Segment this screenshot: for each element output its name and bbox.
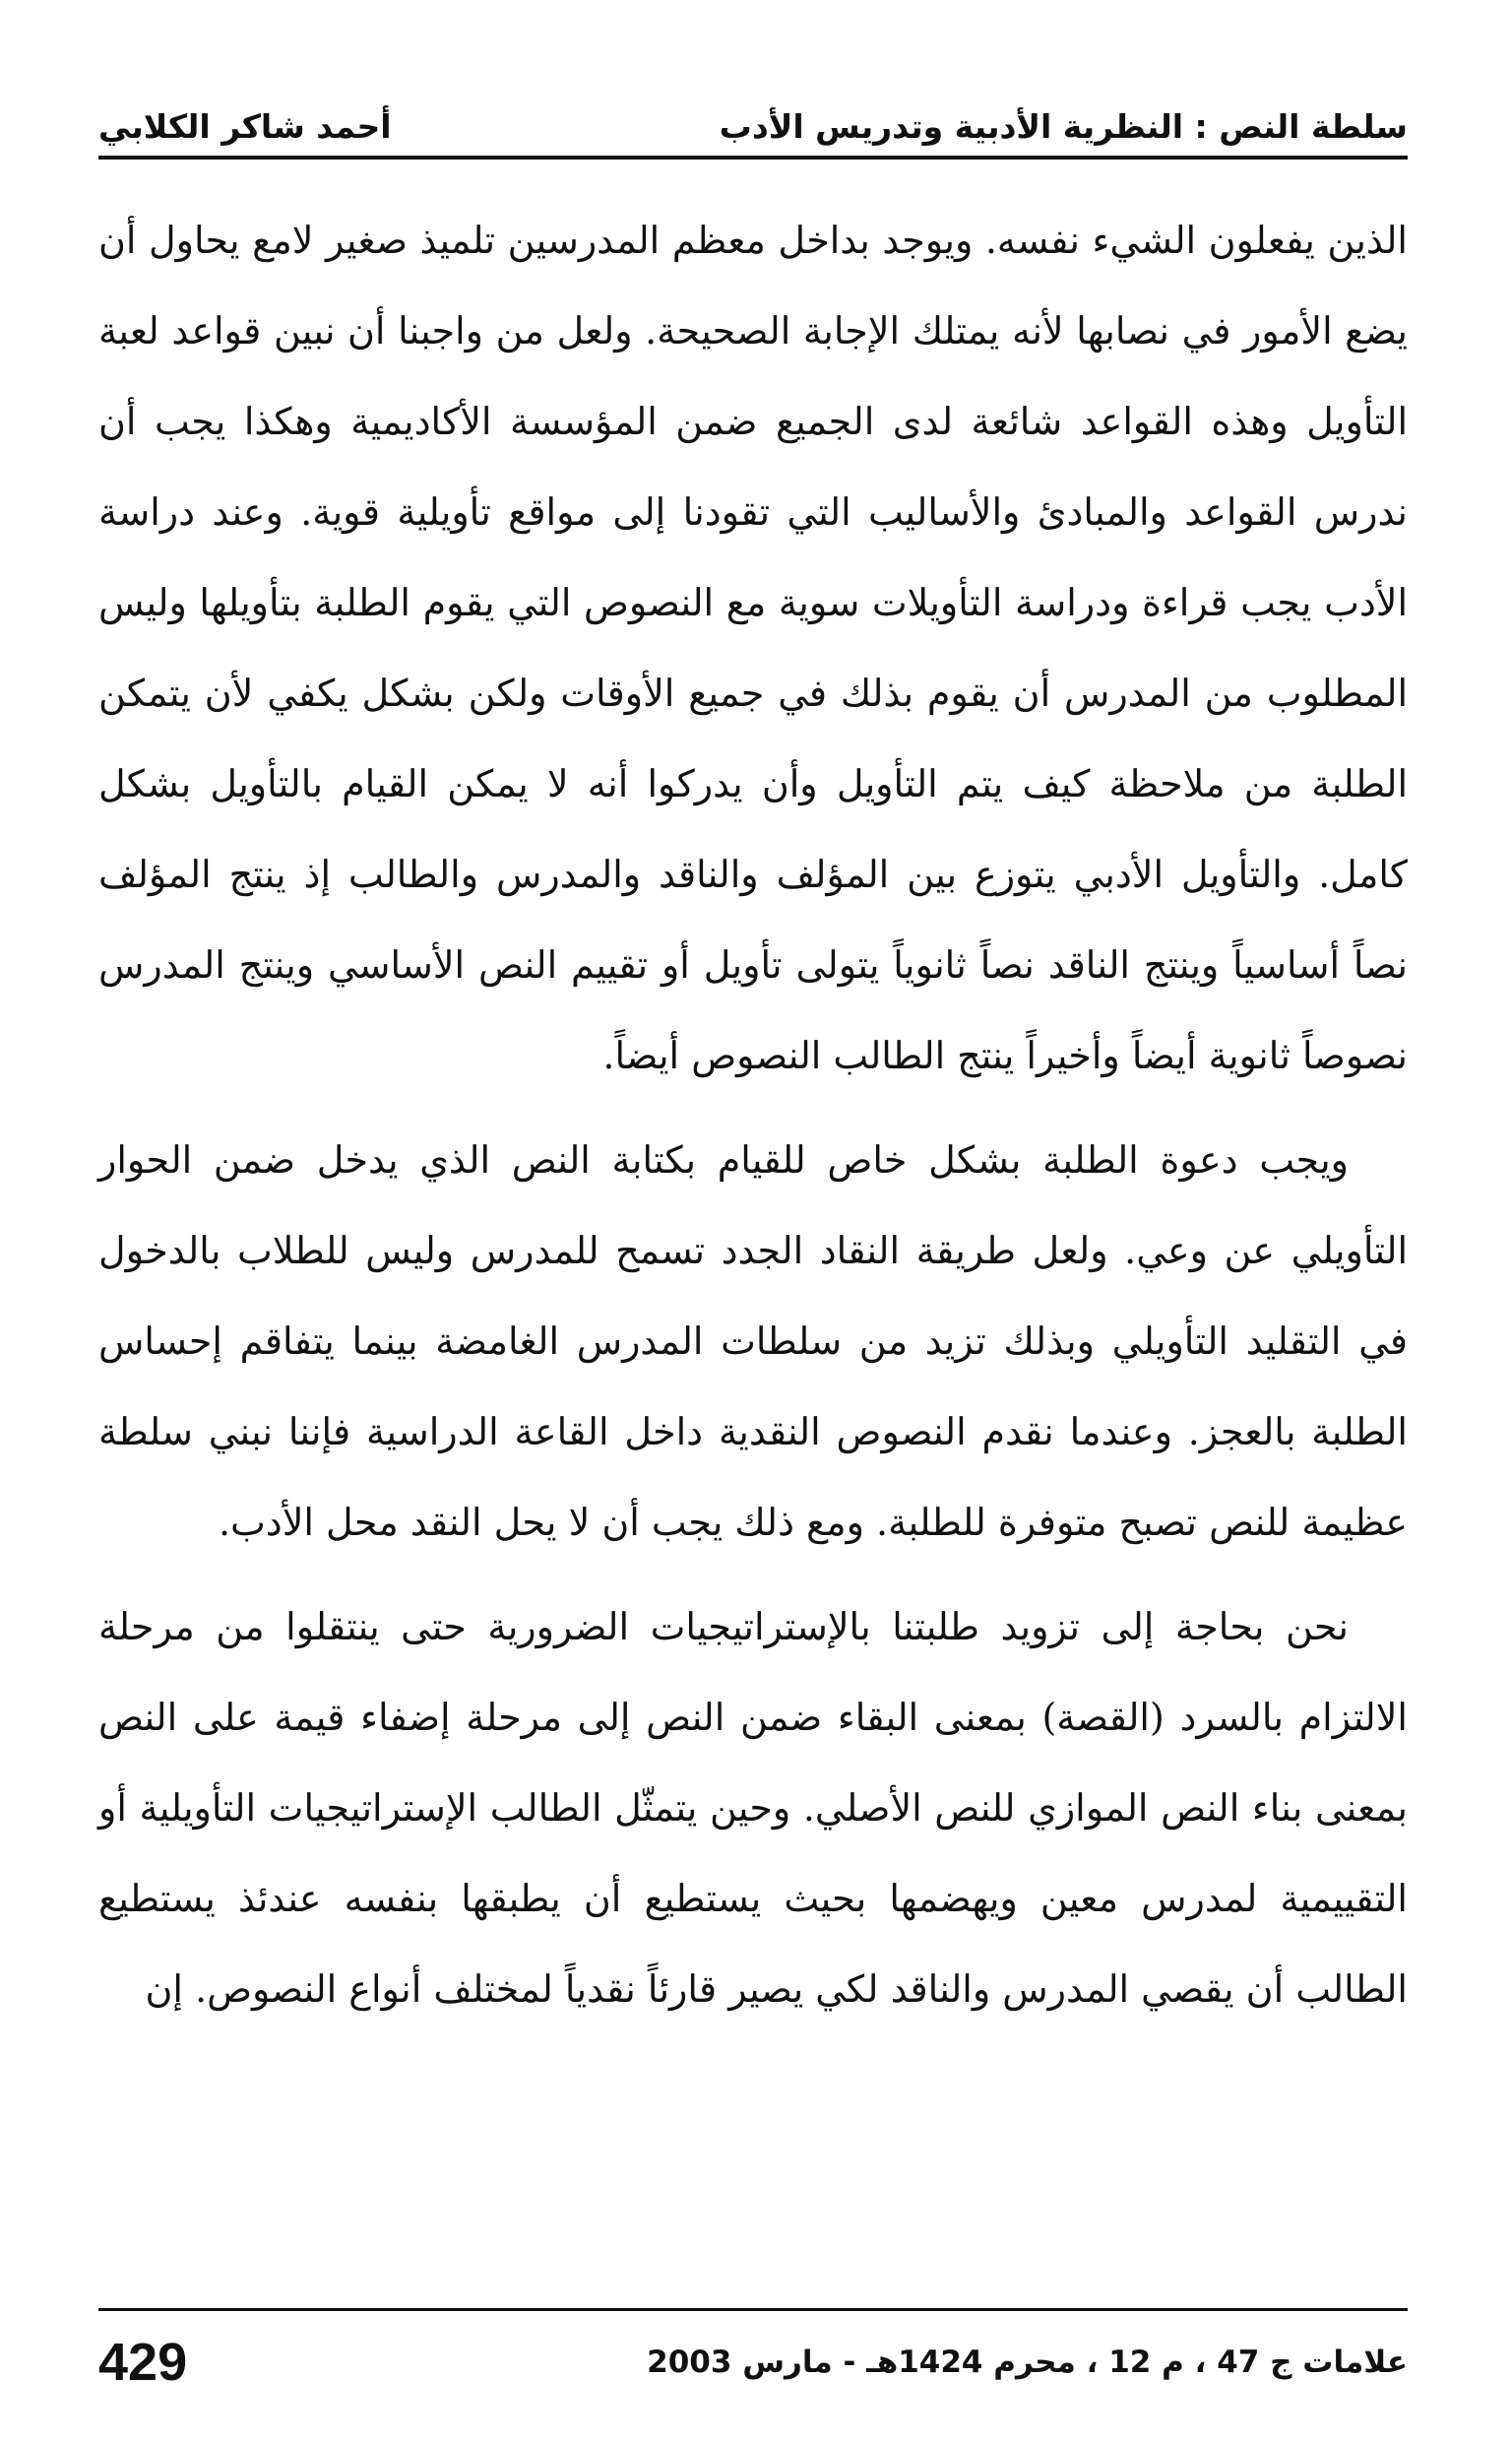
page-footer xyxy=(98,2328,1408,2397)
paragraph-1: الذين يفعلون الشيء نفسه. ويوجد بداخل معظم المدرسين تلميذ صغير لامع يحاول أن يضع الأمور في نصابها لأنه يمتلك الإجابة الصحيحة. ولعل من واجبنا أن نبين قواعد لعبة التأويل وهذه القواعد شائعة لدى الجميع ضمن المؤسسة الأكاديمية وهكذا يجب أن ندرس القواعد والمبادئ والأساليب التي تقودنا إلى مواقع تأويلية قوية. وعند دراسة الأدب يجب قراءة ودراسة التأويلات سوية مع النصوص التي يقوم الطلبة بتأويلها وليس المطلوب من المدرس أن يقوم بذلك في جميع الأوقات ولكن بشكل يكفي لأن يتمكن الطلبة من ملاحظة كيف يتم التأويل وأن يدركوا أنه لا يمكن القيام بالتأويل بشكل كامل. والتأويل الأدبي يتوزع بين المؤلف والناقد والمدرس والطالب إذ ينتج المؤلف نصاً أساسياً وينتج الناقد نصاً ثانوياً يتولى تأويل أو تقييم النص الأساسي وينتج المدرس نصوصاً ثانوية أيضاً وأخيراً ينتج الطالب النصوص أيضاً. xyxy=(98,219,1408,1077)
page-number: 429 xyxy=(98,2333,188,2392)
paragraph-2: ويجب دعوة الطلبة بشكل خاص للقيام بكتابة النص الذي يدخل ضمن الحوار التأويلي عن وعي. ولعل طريقة النقاد الجدد تسمح للمدرس وليس للطلاب بالدخول في التقليد التأويلي وبذلك تزيد من سلطات المدرس الغامضة بينما يتفاقم إحساس الطلبة بالعجز. وعندما نقدم النصوص النقدية داخل القاعة الدراسية فإننا نبني سلطة عظيمة للنص تصبح متوفرة للطلبة. ومع ذلك يجب أن لا يحل النقد محل الأدب. xyxy=(98,1138,1408,1544)
footer-journal-info: علامات ج 47 ، م 12 ، محرم 1424هـ - مارس 2003 xyxy=(647,2345,1408,2380)
header-rule xyxy=(98,156,1408,160)
header-title: سلطة النص : النظرية الأدبية وتدريس الأدب xyxy=(719,107,1408,146)
document-page xyxy=(98,59,1408,2403)
footer-rule xyxy=(98,2308,1408,2311)
paragraph-3: نحن بحاجة إلى تزويد طلبتنا بالإستراتيجيات الضرورية حتى ينتقلوا من مرحلة الالتزام بالسرد (القصة) بمعنى البقاء ضمن النص إلى مرحلة إضفاء قيمة على النص بمعنى بناء النص الموازي للنص الأصلي. وحين يتمثّل الطالب الإستراتيجيات التأويلية أو التقييمية لمدرس معين ويهضمها بحيث يستطيع أن يطبقها بنفسه عندئذ يستطيع الطالب أن يقصي المدرس والناقد لكي يصير قارئاً نقدياً لمختلف أنواع النصوص. إن xyxy=(98,1605,1408,2011)
header-author: أحمد شاكر الكلابي xyxy=(98,107,392,146)
body-text xyxy=(98,195,1408,2048)
running-header xyxy=(98,77,1408,146)
